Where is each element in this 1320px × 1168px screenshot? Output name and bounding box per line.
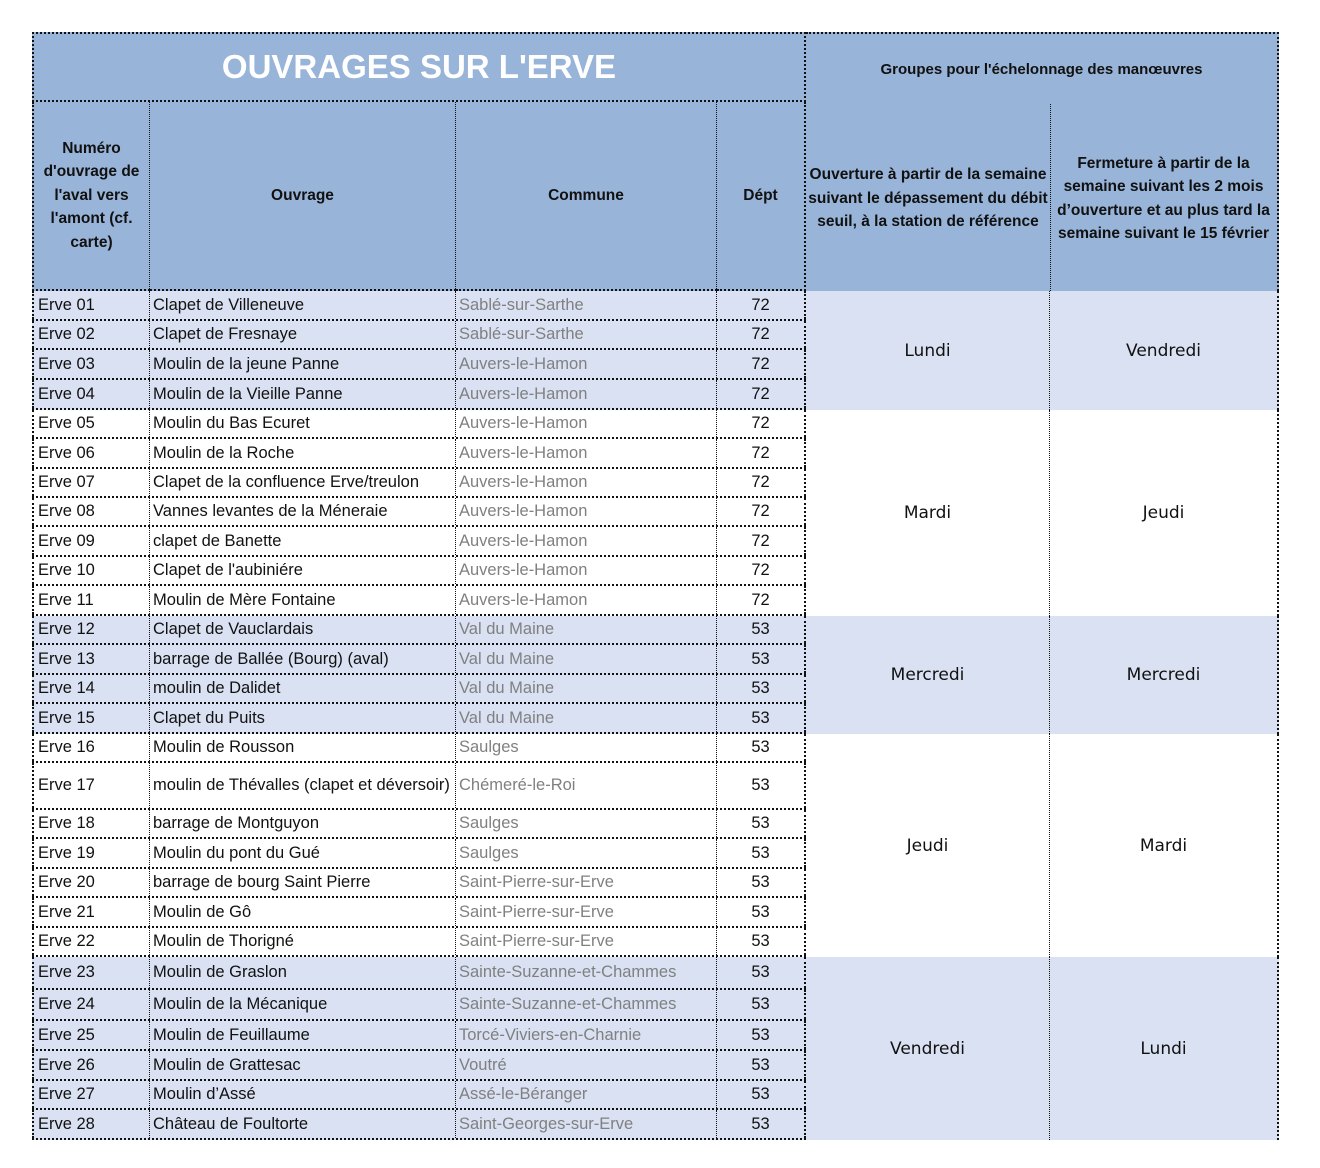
table-row [32, 557, 806, 586]
table-row [32, 839, 806, 869]
row-id: Erve 13 [32, 645, 150, 673]
row-id: Erve 26 [32, 1051, 150, 1079]
row-ouvrage: moulin de Thévalles (clapet et déversoir) [150, 763, 456, 808]
row-ouvrage: Clapet de Villeneuve [150, 291, 456, 319]
row-dept: 53 [717, 1021, 806, 1049]
row-dept: 72 [717, 557, 806, 584]
row-commune: Auvers-le-Hamon [456, 350, 717, 378]
row-ouvrage: Clapet de la confluence Erve/treulon [150, 469, 456, 496]
opening-column-header: Ouverture à partir de la semaine suivant le dépassement du débit seuil, à la station de référence [806, 104, 1051, 293]
table-row [32, 380, 806, 410]
row-dept: 53 [717, 616, 806, 643]
table-row [32, 291, 806, 321]
group-closing-day: Mercredi [1126, 665, 1201, 685]
table-row [32, 527, 806, 557]
row-ouvrage: Moulin du pont du Gué [150, 839, 456, 867]
row-id: Erve 27 [32, 1081, 150, 1108]
row-ouvrage: Clapet du Puits [150, 704, 456, 732]
table-row [32, 734, 806, 763]
row-id: Erve 24 [32, 990, 150, 1019]
row-id: Erve 19 [32, 839, 150, 867]
row-dept: 53 [717, 1051, 806, 1079]
table-row [32, 1110, 806, 1140]
group-opening-day: Lundi [806, 291, 1050, 410]
row-ouvrage: Moulin de Grattesac [150, 1051, 456, 1079]
row-commune: Sainte-Suzanne-et-Chammes [456, 957, 717, 988]
row-dept: 72 [717, 469, 806, 496]
row-dept: 72 [717, 380, 806, 408]
row-commune: Sablé-sur-Sarthe [456, 291, 717, 319]
row-dept: 53 [717, 734, 806, 761]
column-header-number: Numéro d'ouvrage de l'aval vers l'amont (cf. carte) [32, 102, 150, 291]
row-dept: 53 [717, 957, 806, 988]
column-header-commune: Commune [456, 102, 717, 291]
row-commune: Auvers-le-Hamon [456, 380, 717, 408]
row-ouvrage: Clapet de Fresnaye [150, 321, 456, 348]
group-block [806, 957, 1279, 1140]
row-id: Erve 18 [32, 810, 150, 837]
row-ouvrage: Moulin de Thorigné [150, 928, 456, 955]
row-ouvrage: Moulin de Rousson [150, 734, 456, 761]
row-id: Erve 23 [32, 957, 150, 988]
column-header-dept: Dépt [717, 102, 806, 291]
table-row [32, 957, 806, 990]
row-ouvrage: Moulin de la Roche [150, 439, 456, 467]
row-id: Erve 21 [32, 898, 150, 926]
row-commune: Auvers-le-Hamon [456, 498, 717, 525]
table-row [32, 616, 806, 645]
row-commune: Sablé-sur-Sarthe [456, 321, 717, 348]
group-closing-day: Jeudi [1142, 503, 1185, 523]
row-id: Erve 20 [32, 869, 150, 896]
row-ouvrage: Château de Foultorte [150, 1110, 456, 1138]
table-row [32, 1081, 806, 1110]
row-id: Erve 10 [32, 557, 150, 584]
row-commune: Val du Maine [456, 645, 717, 673]
row-id: Erve 11 [32, 586, 150, 614]
row-dept: 53 [717, 675, 806, 702]
row-id: Erve 12 [32, 616, 150, 643]
table-row [32, 675, 806, 704]
groups-header-title: Groupes pour l'échelonnage des manœuvres [880, 60, 1203, 78]
row-id: Erve 05 [32, 410, 150, 437]
table-row [32, 869, 806, 898]
row-id: Erve 14 [32, 675, 150, 702]
row-dept: 72 [717, 586, 806, 614]
table-row [32, 704, 806, 734]
row-commune: Saint-Pierre-sur-Erve [456, 898, 717, 926]
row-id: Erve 08 [32, 498, 150, 525]
row-ouvrage: barrage de Ballée (Bourg) (aval) [150, 645, 456, 673]
row-commune: Assé-le-Béranger [456, 1081, 717, 1108]
row-dept: 53 [717, 1110, 806, 1138]
row-ouvrage: Clapet de l'aubiniére [150, 557, 456, 584]
row-commune: Voutré [456, 1051, 717, 1079]
group-opening-day: Mardi [806, 410, 1050, 616]
row-commune: Saulges [456, 839, 717, 867]
row-dept: 53 [717, 869, 806, 896]
row-ouvrage: clapet de Banette [150, 527, 456, 555]
groups-header [806, 32, 1279, 291]
table-row [32, 1021, 806, 1051]
row-dept: 53 [717, 645, 806, 673]
row-dept: 53 [717, 810, 806, 837]
table-row [32, 928, 806, 957]
row-id: Erve 15 [32, 704, 150, 732]
row-ouvrage: Moulin de la Mécanique [150, 990, 456, 1019]
row-dept: 72 [717, 321, 806, 348]
row-commune: Auvers-le-Hamon [456, 557, 717, 584]
row-dept: 72 [717, 527, 806, 555]
table-row [32, 469, 806, 498]
row-commune: Val du Maine [456, 675, 717, 702]
table-row [32, 1051, 806, 1081]
column-header-ouvrage: Ouvrage [150, 102, 456, 291]
row-ouvrage: Moulin de Gô [150, 898, 456, 926]
row-ouvrage: Moulin du Bas Ecuret [150, 410, 456, 437]
row-commune: Saint-Georges-sur-Erve [456, 1110, 717, 1138]
row-ouvrage: moulin de Dalidet [150, 675, 456, 702]
row-ouvrage: barrage de bourg Saint Pierre [150, 869, 456, 896]
row-id: Erve 16 [32, 734, 150, 761]
table-row [32, 990, 806, 1021]
table-row [32, 410, 806, 439]
row-dept: 53 [717, 704, 806, 732]
row-dept: 53 [717, 1081, 806, 1108]
row-ouvrage: Moulin de la Vieille Panne [150, 380, 456, 408]
table-row [32, 350, 806, 380]
group-opening-day: Mercredi [806, 616, 1050, 734]
table-row [32, 645, 806, 675]
row-commune: Val du Maine [456, 704, 717, 732]
row-dept: 72 [717, 350, 806, 378]
row-ouvrage: Moulin d’Assé [150, 1081, 456, 1108]
closing-column-header: Fermeture à partir de la semaine suivant les 2 mois d’ouverture et au plus tard la semaine suivant le 15 février [1057, 154, 1270, 242]
row-id: Erve 09 [32, 527, 150, 555]
table-row [32, 586, 806, 616]
row-ouvrage: Vannes levantes de la Méneraie [150, 498, 456, 525]
row-ouvrage: Moulin de la jeune Panne [150, 350, 456, 378]
row-commune: Auvers-le-Hamon [456, 410, 717, 437]
group-closing-day: Mardi [1139, 835, 1188, 856]
row-id: Erve 07 [32, 469, 150, 496]
table-row [32, 439, 806, 469]
row-id: Erve 06 [32, 439, 150, 467]
row-dept: 53 [717, 839, 806, 867]
row-commune: Saulges [456, 734, 717, 761]
table-row [32, 763, 806, 810]
table-row [32, 898, 806, 928]
row-id: Erve 02 [32, 321, 150, 348]
group-block [806, 734, 1279, 957]
table-row [32, 498, 806, 527]
row-commune: Auvers-le-Hamon [456, 439, 717, 467]
row-dept: 72 [717, 498, 806, 525]
row-id: Erve 01 [32, 291, 150, 319]
table-row [32, 810, 806, 839]
row-commune: Val du Maine [456, 616, 717, 643]
group-closing-day: Vendredi [1126, 340, 1201, 361]
row-id: Erve 22 [32, 928, 150, 955]
row-ouvrage: Moulin de Graslon [150, 957, 456, 988]
row-ouvrage: barrage de Montguyon [150, 810, 456, 837]
row-commune: Saint-Pierre-sur-Erve [456, 869, 717, 896]
row-commune: Chémeré-le-Roi [456, 763, 717, 808]
group-block [806, 410, 1279, 616]
row-id: Erve 25 [32, 1021, 150, 1049]
row-commune: Auvers-le-Hamon [456, 527, 717, 555]
row-id: Erve 17 [32, 763, 150, 808]
row-dept: 53 [717, 990, 806, 1019]
groups-body [806, 291, 1279, 1140]
row-ouvrage: Moulin de Feuillaume [150, 1021, 456, 1049]
row-id: Erve 04 [32, 380, 150, 408]
group-opening-day: Vendredi [806, 957, 1050, 1140]
group-closing-day: Lundi [1140, 1038, 1187, 1059]
table-title: OUVRAGES SUR L'ERVE [32, 32, 806, 102]
row-commune: Saulges [456, 810, 717, 837]
row-ouvrage: Clapet de Vauclardais [150, 616, 456, 643]
group-opening-day: Jeudi [806, 734, 1050, 957]
row-commune: Torcé-Viviers-en-Charnie [456, 1021, 717, 1049]
row-commune: Auvers-le-Hamon [456, 586, 717, 614]
row-commune: Saint-Pierre-sur-Erve [456, 928, 717, 955]
group-block [806, 616, 1279, 734]
row-id: Erve 28 [32, 1110, 150, 1138]
row-id: Erve 03 [32, 350, 150, 378]
row-dept: 72 [717, 410, 806, 437]
row-commune: Sainte-Suzanne-et-Chammes [456, 990, 717, 1019]
row-dept: 53 [717, 763, 806, 808]
group-block [806, 291, 1279, 410]
row-commune: Auvers-le-Hamon [456, 469, 717, 496]
table-row [32, 321, 806, 350]
row-ouvrage: Moulin de Mère Fontaine [150, 586, 456, 614]
row-dept: 72 [717, 439, 806, 467]
row-dept: 53 [717, 898, 806, 926]
table-body [32, 291, 806, 1140]
row-dept: 53 [717, 928, 806, 955]
row-dept: 72 [717, 291, 806, 319]
